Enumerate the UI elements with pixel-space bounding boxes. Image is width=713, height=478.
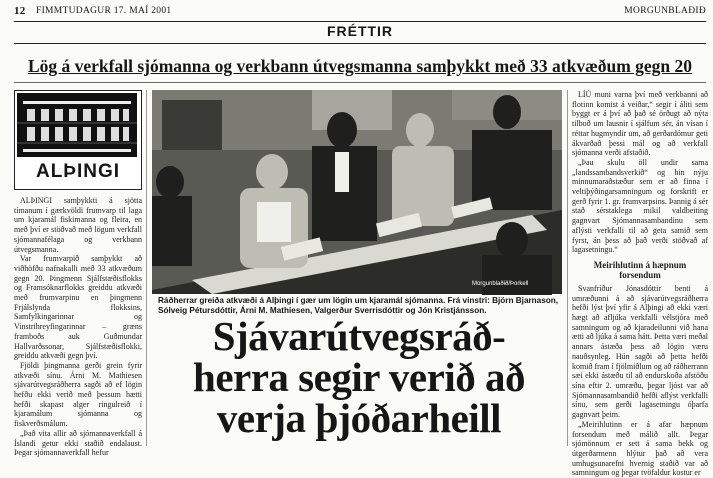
masthead-bar xyxy=(14,5,706,19)
paragraph: Svanfríður Jónasdóttir benti á umræðunni á að sjávarútvegsráðherra hefði lýst því yfir á Alþingi að ekki væri hægt að afljúka verkfalli vélstjóra með samningum og að kjaradeilunni við hana ætti að ljúka á sama hátt. Þetta væri meðal annars ástæða þess að lögin væru nauðsynleg. Hún sagði að þetta hefði komið fram í fjölmiðlum og að ráðherrann sæi ekki ástæðu til að endurskoða afstöðu sína eftir 2. umræðu, þegar ljóst var að Sjómannasambandið hefði aflýst verkfalli sínu, sem gerði lagasetningu óþarfa gagnvart þeim. xyxy=(572,283,708,420)
main-headline: Lög á verkfall sjómanna og verkbann útvegsmanna samþykkt með 33 atkvæðum gegn 20 xyxy=(27,56,693,76)
column-divider-left xyxy=(146,90,147,446)
paragraph: „Meirihlutinn er á afar hæpnum forsendum með málið allt. Þegar sjómönnum er sett á sama bekk og útgerðarmenn hlýtur það að vera umhugsunarefni hvernig staðið var að samningum og þegar tvöfaldur kostur er xyxy=(572,419,708,478)
column-subheading: Meirihlutinn á hæpnum forsendum xyxy=(593,259,687,281)
paragraph: Fjöldi þingmanna gerði grein fyrir atkvæði sínu. Árni M. Mathiesen sjávarútvegsráðherra sagði að ef lögin hefðu ekki verið með þessum hætti hefði skapast alger ringulreið í kjaramálum sjómanna og fiskverðsmálum. xyxy=(14,360,142,429)
section-label: FRÉTTIR xyxy=(326,23,394,39)
page-number: 12 xyxy=(14,5,26,17)
paragraph: „Þau skulu öll undir sama „landssambandsverkið“ og hin nýju minnumaraðstæður sem er að finna í veltiþýðingarsamningum og forskrift er gerð fyrir 1. gr. frumvarpsins. Þannig á sér stað sérstaklega mikil valdbeiting gagnvart Sjómannasambandinu sem aflýsti verkfalli til að geta samið sem fyrst, án þess að það verði stöðvað af lagasetningu.“ xyxy=(572,157,708,255)
parliament-building-icon xyxy=(17,93,137,157)
title-line: verja þjóðarheill xyxy=(216,395,502,441)
right-article-column xyxy=(572,90,708,478)
paragraph: Var frumvarpið samþykkt að viðhöfðu nafnakalli með 33 atkvæðum gegn 20. Þingmenn Sjálfstæðisflokks og Framsóknarflokks greiddu atkvæði með frumvarpinu en þingmenn Frjálslynda flokksins, Samfylkingarinnar og Vinstrihreyfingarinnar – græns framboðs auk Guðmundar Hallvarðssonar, Sjálfstæðisflokki, greiddu atkvæði gegn því. xyxy=(14,254,142,361)
issue-date: FIMMTUDAGUR 17. MAÍ 2001 xyxy=(36,6,172,16)
top-rule xyxy=(14,21,706,22)
ministers-voting-photo xyxy=(152,90,562,294)
logo-wordmark: ALÞINGI xyxy=(35,161,121,182)
paragraph: LÍÚ muni varna því með verkbanni að flotinn komist á veiðar,“ segir í áliti sem byggt er á því að það sé örðugt að nýta tilboð um lausnir í sjálfum sér, án vísan í réttar hugmyndir um, að gerðardómur geti ákvarðað þessi mál og að verkfall sjómanna verði afstaðið. xyxy=(572,90,708,158)
photo-credit: Morgunblaðið/Þorkell xyxy=(472,281,529,287)
article-title xyxy=(152,313,566,441)
publication-name: MORGUNBLAÐIÐ xyxy=(624,6,706,16)
title-line: Sjávarútvegsráð- xyxy=(212,313,506,359)
paragraph: ALÞINGI samþykkti á sjötta tímanum í gærkvöldi frumvarp til laga um kjaramál fiskimanna og fleira, en með því er stöðvað með lögum verkfall sjómannafélaga og verkbann útvegsmanna. xyxy=(14,196,142,254)
section-rule xyxy=(14,43,706,44)
photo-caption: Ráðherrar greiða atkvæði á Alþingi í gær um lögin um kjaramál sjómanna. Frá vinstri: Björn Bjarnason, Sólveig Pétursdóttir, Árni M. Mathiesen, Valgerður Sverrisdóttir og Jón Kristjánsson. xyxy=(158,296,559,315)
title-line: herra segir verið að xyxy=(193,354,525,400)
left-article-column xyxy=(14,196,142,458)
paragraph: „Það vita allir að sjómannaverkfall á Íslandi getur ekki staðið endalaust. Þegar sjómannaverkfall hefur xyxy=(14,428,142,458)
althingi-logo xyxy=(14,90,142,190)
headline-rule xyxy=(14,82,706,83)
column-divider-right xyxy=(567,90,568,446)
news-photo xyxy=(152,90,562,294)
